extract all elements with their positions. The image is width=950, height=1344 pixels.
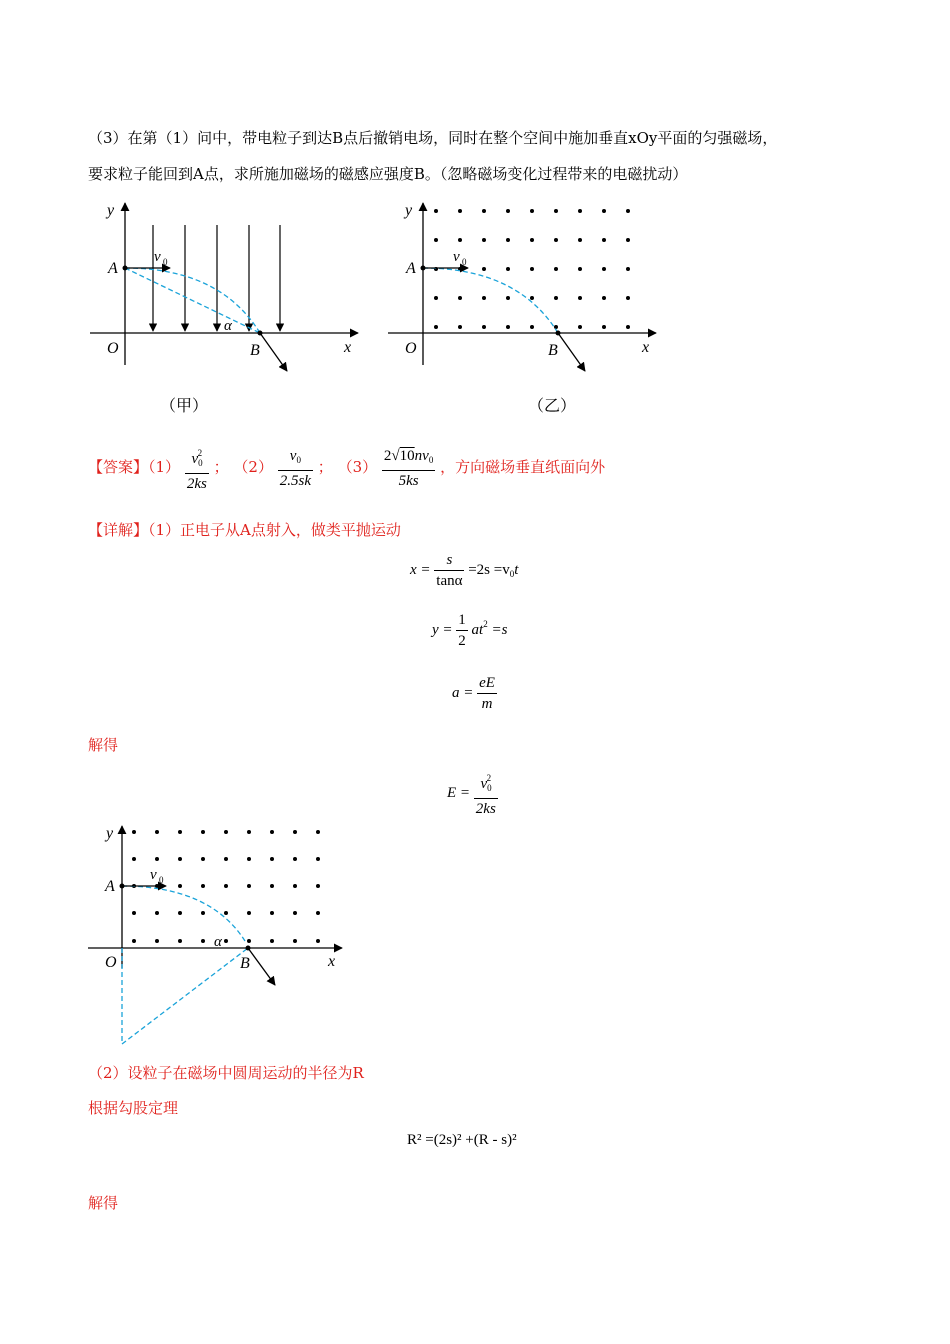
- answer-direction: ，方向磁场垂直纸面向外: [440, 458, 606, 476]
- answer-part2-label: （2）: [233, 458, 273, 476]
- figure-yi: [378, 195, 668, 380]
- point-a: [120, 884, 125, 889]
- detail-intro: （1）正电子从A点射入，做类平抛运动: [148, 521, 401, 539]
- label-o: O: [105, 954, 117, 971]
- question-line-1: （3）在第（1）问中，带电粒子到达B点后撤销电场，同时在整个空间中施加垂直xOy平面的匀强磁场，: [88, 129, 778, 147]
- label-x: x: [344, 339, 352, 356]
- label-alpha: α: [224, 318, 232, 334]
- displacement-line: [125, 268, 260, 333]
- label-a: A: [108, 260, 118, 277]
- answer-sep-1: ；: [213, 458, 229, 476]
- label-y: y: [405, 202, 413, 219]
- equation-2: y = $\frac{1}{2}$ $at^2 =s$: [432, 612, 508, 649]
- label-x: x: [642, 339, 650, 356]
- point-a: [123, 266, 128, 271]
- label-a: A: [406, 260, 416, 277]
- answer-sep-2: ；: [317, 458, 333, 476]
- label-x: x: [328, 953, 336, 970]
- point-b: [556, 331, 561, 336]
- answer-tag: 【答案】: [88, 458, 149, 476]
- label-v0: v: [150, 867, 157, 883]
- part2-line: （2）设粒子在磁场中圆周运动的半径为R: [88, 1064, 364, 1082]
- solve-label-1: 解得: [88, 736, 119, 754]
- label-b: B: [250, 342, 260, 359]
- answer-1-fraction: $\frac{v_0^2}{2ks}$: [185, 443, 209, 494]
- figure-jia: [80, 195, 370, 380]
- label-v0-sub: 0: [163, 257, 168, 267]
- exit-velocity-arrow: [248, 948, 275, 985]
- radius-to-b: [122, 948, 248, 1044]
- pythagoras-label: 根据勾股定理: [88, 1099, 179, 1117]
- label-v0-sub: 0: [159, 875, 164, 885]
- solve-label-2: 解得: [88, 1194, 119, 1212]
- exit-velocity-arrow: [260, 333, 287, 371]
- answer-3-fraction: $\frac{2√10nv_0}{5ks}$: [383, 447, 434, 489]
- equation-5: R² =(2s)² +(R - s)²: [407, 1132, 517, 1148]
- answer-2-fraction: $\frac{v_0}{2.5sk}$: [279, 447, 311, 489]
- answer-part1-label: （1）: [148, 458, 181, 476]
- equation-3: a = $\frac{eE}{m}$: [452, 675, 495, 712]
- detail-tag: 【详解】: [88, 521, 149, 539]
- exit-velocity-arrow: [558, 333, 585, 371]
- electric-field-lines: [153, 225, 280, 331]
- label-b: B: [240, 955, 250, 972]
- answer-part3-label: （3）: [337, 458, 378, 476]
- equation-1: x = $\frac{s}{\tan\alpha}$ $=2s =v_0t$: [410, 552, 519, 589]
- question-line-2: 要求粒子能回到A点，求所施加磁场的磁感应强度B。（忽略磁场变化过程带来的电磁扰动）: [88, 165, 688, 183]
- label-y: y: [106, 825, 114, 842]
- detail-line: [88, 520, 401, 540]
- label-alpha: α: [214, 934, 222, 950]
- magnetic-field-dots: [434, 209, 630, 329]
- equation-4: E = $\frac{v_0^2}{2ks}$: [447, 768, 498, 819]
- label-o: O: [107, 340, 119, 357]
- point-a: [421, 266, 426, 271]
- caption-jia: （甲）: [160, 396, 209, 415]
- point-b: [246, 946, 251, 951]
- label-v0: v: [154, 249, 161, 265]
- point-b: [258, 331, 263, 336]
- label-v0: v: [453, 249, 460, 265]
- label-b: B: [548, 342, 558, 359]
- label-o: O: [405, 340, 417, 357]
- caption-yi: （乙）: [528, 396, 577, 415]
- label-y: y: [107, 202, 115, 219]
- label-a: A: [105, 878, 115, 895]
- figure-solution: [80, 818, 350, 1048]
- trajectory-curve: [423, 268, 558, 333]
- answer-line: [88, 432, 605, 502]
- label-v0-sub: 0: [462, 257, 467, 267]
